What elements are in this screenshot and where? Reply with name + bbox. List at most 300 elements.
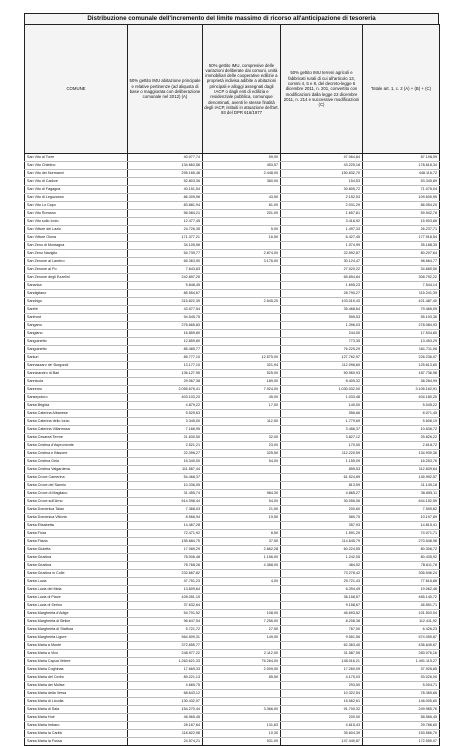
cell-col-b (203, 586, 281, 594)
header-col-b: 50% gettito IMU, compresive delle variazioni deliberate dai comuni, unità immobiliari delle cooperative edilizie a proprietà indivisa adibite a abitazioni principali e alloggi assegnati dagli IACP o dagli enti di edilizia e residenziale pubblica, comunque denominati, aventi le stesse finalità degli IACP, istituiti in attuazione dell'art. 93 del DPR 616/1977 (203, 25, 281, 154)
cell-comune: San Vito Romano (25, 210, 128, 218)
cell-col-c: 2.152,53 (281, 194, 363, 202)
cell-comune: San Vito di Fagagna (25, 186, 128, 194)
cell-total: 574.059,87 (363, 634, 440, 642)
cell-col-a: 1.263.621,33 (128, 658, 203, 666)
cell-comune: San Vittore Olona (25, 234, 128, 242)
cell-comune: Santa Giustina (25, 562, 128, 570)
table-body (25, 154, 440, 746)
cell-total: 5.045,22 (363, 402, 440, 410)
cell-col-a: 24.574,21 (128, 738, 203, 746)
distribution-table (24, 24, 440, 746)
cell-col-a: 7.643,83 (128, 266, 203, 274)
cell-col-c: 17.260,09 (281, 666, 363, 674)
cell-col-a: 54.701,52 (128, 610, 203, 618)
cell-col-b: 43,50 (203, 194, 281, 202)
cell-total: 29.786,60 (363, 722, 440, 730)
cell-col-c: 27.020,22 (281, 266, 363, 274)
cell-total: 78.611,78 (363, 562, 440, 570)
table-row (25, 634, 440, 642)
cell-comune: San Vito Lo Capo (25, 202, 128, 210)
table-row (25, 554, 440, 562)
cell-total: 77.616,86 (363, 578, 440, 586)
cell-col-b (203, 290, 281, 298)
table-row (25, 322, 440, 330)
cell-col-a: 5.525,63 (128, 410, 203, 418)
cell-col-c: 30.124,47 (281, 258, 363, 266)
table-row (25, 482, 440, 490)
cell-comune: Sannazzaro de' Burgondi (25, 362, 128, 370)
table-row (25, 546, 440, 554)
cell-comune: Sandigliano (25, 290, 128, 298)
cell-total: 38.284,99 (363, 378, 440, 386)
cell-col-c: 29.721,43 (281, 578, 363, 586)
cell-col-b (203, 426, 281, 434)
header-row (25, 25, 440, 154)
cell-col-c: 9.158,67 (281, 602, 363, 610)
table-row (25, 626, 440, 634)
cell-total: 98.664,77 (363, 258, 440, 266)
cell-col-b: 19,50 (203, 514, 281, 522)
cell-total: 46.591,71 (363, 602, 440, 610)
cell-col-b (203, 714, 281, 722)
cell-col-c: 1.497,33 (281, 226, 363, 234)
cell-col-c: 47.064,84 (281, 154, 363, 162)
cell-comune: Santa Margherita d'Adige (25, 610, 128, 618)
cell-col-c: 773,35 (281, 338, 363, 346)
table-row (25, 370, 440, 378)
cell-col-a: 4.879,22 (128, 402, 203, 410)
cell-col-a: 78.768,26 (128, 562, 203, 570)
table-row (25, 410, 440, 418)
cell-col-c: 30.056,06 (281, 498, 363, 506)
cell-comune: Sansepolcro (25, 394, 128, 402)
cell-col-a: 31.455,74 (128, 490, 203, 498)
cell-comune: Santa Maria del Molise (25, 682, 128, 690)
cell-total: 448.116,72 (363, 170, 440, 178)
cell-total: 7.544,14 (363, 282, 440, 290)
cell-comune: San Vito al Torre (25, 154, 128, 162)
cell-total: 36.655,11 (363, 490, 440, 498)
cell-col-c: 200,00 (281, 714, 363, 722)
cell-col-b (203, 682, 281, 690)
cell-total: 125.613,60 (363, 362, 440, 370)
cell-comune: Santa Giustina (25, 554, 128, 562)
cell-col-b (203, 346, 281, 354)
cell-col-b: 81,00 (203, 202, 281, 210)
cell-total: 178.618,34 (363, 162, 440, 170)
cell-comune: Santa Caterina Albanese (25, 410, 128, 418)
cell-total: 16.253,76 (363, 458, 440, 466)
cell-col-b: 321,94 (203, 362, 281, 370)
cell-col-c: 35.604,39 (281, 730, 363, 738)
cell-col-c: 1.695,23 (281, 282, 363, 290)
cell-total: 25.826,22 (363, 434, 440, 442)
cell-total: 17.534,80 (363, 330, 440, 338)
cell-total: 101.503,04 (363, 610, 440, 618)
cell-comune: Sanfrè (25, 306, 128, 314)
cell-col-b: 45,00 (203, 394, 281, 402)
cell-total: 3.106.162,91 (363, 386, 440, 394)
cell-col-a: 54.468,37 (128, 474, 203, 482)
cell-col-a: 315.822,39 (128, 298, 203, 306)
cell-total: 270.548,98 (363, 538, 440, 546)
cell-col-b: 7.924,00 (203, 386, 281, 394)
cell-col-c: 127.762,97 (281, 354, 363, 362)
header-comune: COMUNE (25, 25, 128, 154)
cell-col-a: 85.554,67 (128, 290, 203, 298)
cell-col-b: 16,50 (203, 234, 281, 242)
cell-col-c: 61.524,89 (281, 474, 363, 482)
cell-col-c: 60.224,55 (281, 546, 363, 554)
cell-col-b: 85,50 (203, 674, 281, 682)
table-row (25, 714, 440, 722)
cell-col-b: 531,00 (203, 738, 281, 746)
cell-col-c: 112.096,60 (281, 362, 363, 370)
cell-comune: Santa Cristina Valgardena (25, 466, 128, 474)
cell-col-c: 103.019,43 (281, 298, 363, 306)
cell-total: 187.736,98 (363, 370, 440, 378)
cell-total: 6.426,23 (363, 626, 440, 634)
table-row (25, 538, 440, 546)
cell-comune: Sanfront (25, 314, 128, 322)
table-row (25, 698, 440, 706)
cell-col-a: 72.471,92 (128, 530, 203, 538)
cell-total: 115.241,39 (363, 290, 440, 298)
cell-col-c: 2.031,29 (281, 202, 363, 210)
cell-total: 35.188,35 (363, 242, 440, 250)
cell-col-a: 43.577,54 (128, 306, 203, 314)
cell-col-b: 8,50 (203, 530, 281, 538)
table-row (25, 170, 440, 178)
cell-col-c: 1.030.032,00 (281, 386, 363, 394)
cell-col-c: 170,00 (281, 442, 363, 450)
cell-col-a: 21.630,50 (128, 434, 203, 442)
cell-col-b: 3.366,00 (203, 706, 281, 714)
table-row (25, 290, 440, 298)
cell-col-b (203, 474, 281, 482)
cell-col-c: 3.416,92 (281, 218, 363, 226)
cell-col-c: 1.779,69 (281, 418, 363, 426)
cell-col-a: 3.345,00 (128, 418, 203, 426)
cell-col-c: 112.220,59 (281, 450, 363, 458)
cell-col-c: 114.645,79 (281, 538, 363, 546)
cell-col-a: 15.340,00 (128, 458, 203, 466)
table-row (25, 386, 440, 394)
cell-col-a: 22.396,27 (128, 450, 203, 458)
cell-col-b (203, 698, 281, 706)
cell-comune: Santa Maria di Sala (25, 706, 128, 714)
cell-col-b: 360,00 (203, 178, 281, 186)
cell-col-a: 85.777,10 (128, 354, 203, 362)
cell-comune: San Zenone al Po (25, 266, 128, 274)
cell-comune: San Vito di Cadore (25, 178, 128, 186)
table-row (25, 666, 440, 674)
cell-comune: Santa Giuletta (25, 546, 128, 554)
cell-col-b: 189,00 (203, 378, 281, 386)
cell-col-b (203, 242, 281, 250)
table-row (25, 194, 440, 202)
cell-col-c: 147.449,87 (281, 738, 363, 746)
table-row (25, 306, 440, 314)
cell-col-a: 5.721,72 (128, 626, 203, 634)
cell-col-b: 2.545,20 (203, 298, 281, 306)
cell-total: 80.435,92 (363, 554, 440, 562)
cell-total: 465.140,72 (363, 594, 440, 602)
cell-comune: Santa Cristina e Bissone (25, 450, 128, 458)
cell-col-a: 403.103,23 (128, 394, 203, 402)
cell-col-b (203, 410, 281, 418)
cell-comune: Santa Maria Coghinas (25, 666, 128, 674)
cell-col-a: 295.165,48 (128, 170, 203, 178)
cell-comune: Santa Domenica Vittoria (25, 514, 128, 522)
cell-col-c: 580,75 (281, 514, 363, 522)
cell-col-c: 200,60 (281, 506, 363, 514)
cell-col-b: 2.448,00 (203, 170, 281, 178)
cell-total: 145.992,57 (363, 474, 440, 482)
table-row (25, 730, 440, 738)
cell-col-b (203, 594, 281, 602)
table-row (25, 690, 440, 698)
cell-col-c: 73.278,42 (281, 570, 363, 578)
cell-col-c: 6.427,45 (281, 234, 363, 242)
cell-total: 34.680,50 (363, 266, 440, 274)
cell-col-b: 984,30 (203, 490, 281, 498)
cell-col-b: 7.256,00 (203, 618, 281, 626)
cell-col-b: 32,00 (203, 434, 281, 442)
table-row (25, 402, 440, 410)
cell-col-a: 154.270,44 (128, 706, 203, 714)
cell-col-b (203, 218, 281, 226)
cell-total: 59.942,78 (363, 210, 440, 218)
cell-col-a: 248.977,22 (128, 650, 203, 658)
cell-total: 86.054,20 (363, 202, 440, 210)
cell-col-c: 293,50 (281, 682, 363, 690)
cell-col-a: 2.521,21 (128, 442, 203, 450)
cell-col-b: 325,50 (203, 450, 281, 458)
cell-col-b (203, 338, 281, 346)
cell-total: 134.939,36 (363, 450, 440, 458)
document-page (24, 13, 439, 746)
cell-comune: Santa Caterina Villarmosa (25, 426, 128, 434)
cell-total: 26.237,71 (363, 226, 440, 234)
cell-col-a: 13.177,10 (128, 362, 203, 370)
cell-total: 6.071,45 (363, 410, 440, 418)
cell-comune: Santa Maria della Versa (25, 690, 128, 698)
cell-col-a: 134.663,58 (128, 162, 203, 170)
table-row (25, 226, 440, 234)
table-row (25, 498, 440, 506)
table-row (25, 298, 440, 306)
cell-total: 79.466,09 (363, 306, 440, 314)
cell-comune: Santa Elisabetta (25, 522, 128, 530)
cell-comune: San Vito dei Normanni (25, 170, 128, 178)
cell-total: 278.084,93 (363, 322, 440, 330)
cell-col-a: 54.739,77 (128, 250, 203, 258)
cell-col-b (203, 274, 281, 282)
cell-comune: Santa Fiora (25, 530, 128, 538)
cell-col-a: 17.089,29 (128, 546, 203, 554)
cell-total: 74.071,71 (363, 530, 440, 538)
cell-comune: Sanguinetto (25, 338, 128, 346)
cell-col-a: 28.167,64 (128, 722, 203, 730)
cell-total: 5.004,71 (363, 682, 440, 690)
cell-col-b (203, 314, 281, 322)
table-row (25, 738, 440, 746)
cell-comune: Sannicandro di Bari (25, 370, 128, 378)
cell-col-c: 1.033,48 (281, 394, 363, 402)
table-row (25, 682, 440, 690)
cell-col-c: 30.805,72 (281, 186, 363, 194)
cell-col-a: 276.665,83 (128, 322, 203, 330)
cell-col-b (203, 690, 281, 698)
cell-col-c: 36.158,57 (281, 594, 363, 602)
cell-col-a: 16.859,80 (128, 330, 203, 338)
cell-comune: Santa Maria la Fossa (25, 738, 128, 746)
cell-col-c: 595,53 (281, 314, 363, 322)
cell-col-c: 15.562,61 (281, 698, 363, 706)
cell-col-a: 65.363,90 (128, 258, 203, 266)
cell-comune: Santa Cesarea Terme (25, 434, 128, 442)
table-row (25, 514, 440, 522)
cell-comune: Santa Maria a Monte (25, 642, 128, 650)
table-row (25, 570, 440, 578)
table-row (25, 642, 440, 650)
cell-col-b (203, 642, 281, 650)
cell-total: 11.149,18 (363, 482, 440, 490)
cell-col-a: 12.859,80 (128, 338, 203, 346)
cell-comune: Santa Maria Hoè (25, 714, 128, 722)
cell-col-a: 232.667,82 (128, 570, 203, 578)
table-row (25, 594, 440, 602)
cell-col-a: 14.467,28 (128, 522, 203, 530)
cell-col-a: 118.822,98 (128, 730, 203, 738)
cell-col-c: 65.894,84 (281, 274, 363, 282)
cell-total: 249.965,76 (363, 706, 440, 714)
cell-col-c: 244,00 (281, 330, 363, 338)
cell-col-b: 5,00 (203, 226, 281, 234)
cell-col-b (203, 266, 281, 274)
cell-total: 305.946,24 (363, 570, 440, 578)
cell-col-a: 89.221,13 (128, 674, 203, 682)
cell-col-b (203, 522, 281, 530)
cell-col-b: 17,00 (203, 402, 281, 410)
cell-col-c: 1.396,03 (281, 322, 363, 330)
table-row (25, 578, 440, 586)
table-row (25, 330, 440, 338)
cell-col-a: 136.127,95 (128, 370, 203, 378)
cell-col-b: 54,00 (203, 458, 281, 466)
cell-col-c: 43.225,18 (281, 162, 363, 170)
table-row (25, 266, 440, 274)
cell-total: 226.236,07 (363, 354, 440, 362)
cell-col-c: 91.700,32 (281, 706, 363, 714)
cell-total: 109.605,99 (363, 194, 440, 202)
cell-col-b (203, 306, 281, 314)
cell-total: 177.918,54 (363, 234, 440, 242)
cell-total: 80.207,64 (363, 250, 440, 258)
table-row (25, 658, 440, 666)
table-row (25, 202, 440, 210)
cell-total: 37.926,85 (363, 666, 440, 674)
table-row (25, 458, 440, 466)
table-row (25, 650, 440, 658)
cell-comune: Santa Lucia (25, 578, 128, 586)
cell-col-c: 150.832,70 (281, 170, 363, 178)
cell-col-a: 428.051,15 (128, 594, 203, 602)
cell-comune: San Vito sullo Ionio (25, 218, 128, 226)
cell-col-b: 76.264,00 (203, 658, 281, 666)
cell-col-a: 40.077,74 (128, 154, 203, 162)
cell-col-a: 155.684,75 (128, 538, 203, 546)
cell-col-a: 78.006,48 (128, 554, 203, 562)
table-row (25, 530, 440, 538)
cell-comune: San Vito di Leguzzano (25, 194, 128, 202)
cell-col-b: 453,57 (203, 162, 281, 170)
cell-col-b: 10,30 (203, 730, 281, 738)
cell-col-c: 1.591,29 (281, 530, 363, 538)
cell-total: 87.198,59 (363, 154, 440, 162)
cell-total: 80.306,72 (363, 546, 440, 554)
cell-col-c: 3.827,12 (281, 434, 363, 442)
cell-col-a: 7.166,95 (128, 426, 203, 434)
cell-col-b: 27,50 (203, 626, 281, 634)
table-row (25, 618, 440, 626)
table-row (25, 242, 440, 250)
table-row (25, 426, 440, 434)
cell-comune: Santa Lucia del Mela (25, 586, 128, 594)
cell-col-a: 8.566,94 (128, 514, 203, 522)
cell-col-c: 35.468,64 (281, 306, 363, 314)
cell-comune: San Zeno Naviglio (25, 250, 128, 258)
cell-col-a: 24.726,35 (128, 226, 203, 234)
table-row (25, 474, 440, 482)
cell-comune: Santa Maria Imbaro (25, 722, 128, 730)
cell-col-a: 10.336,05 (128, 482, 203, 490)
header-col-c: 50% gettito IMU terreni agricoli e fabbricati rurali di cui all'articolo 13, commi 4, 5 e 8, del decreto-legge 6 dicembre 2011, n. 201, convertito con modificazioni dalla legge 22 dicembre 2011, n. 214 e successive modificazioni (C) (281, 25, 363, 154)
cell-col-c: 22.592,87 (281, 250, 363, 258)
cell-col-b (203, 322, 281, 330)
cell-comune: Sanguinetto (25, 346, 128, 354)
cell-comune: Santa Margherita Ligure (25, 634, 128, 642)
cell-comune: Santa Croce del Sannio (25, 482, 128, 490)
cell-col-c: 484,52 (281, 562, 363, 570)
cell-col-a: 52.803,36 (128, 178, 203, 186)
cell-col-c: 62.363,40 (281, 642, 363, 650)
cell-total: 404.180,20 (363, 394, 440, 402)
cell-total: 93.026,00 (363, 674, 440, 682)
cell-total: 161.711,06 (363, 346, 440, 354)
cell-total: 7.590,62 (363, 506, 440, 514)
cell-col-a: 171.377,21 (128, 234, 203, 242)
cell-col-a: 13.609,64 (128, 586, 203, 594)
cell-total: 112.411,92 (363, 618, 440, 626)
cell-col-b: 2.874,00 (203, 250, 281, 258)
cell-col-c: 813,59 (281, 482, 363, 490)
cell-col-b: 131,63 (203, 722, 281, 730)
cell-total: 10.197,89 (363, 514, 440, 522)
table-row (25, 218, 440, 226)
cell-col-c: 4.615,43 (281, 722, 363, 730)
table-row (25, 314, 440, 322)
cell-col-c: 9.551,56 (281, 634, 363, 642)
cell-col-b: 201,00 (203, 210, 281, 218)
table-row (25, 442, 440, 450)
cell-col-c: 76.225,29 (281, 346, 363, 354)
cell-total: 308.792,22 (363, 274, 440, 282)
cell-comune: Santa Brigida (25, 402, 128, 410)
cell-comune: Sanremo (25, 386, 128, 394)
